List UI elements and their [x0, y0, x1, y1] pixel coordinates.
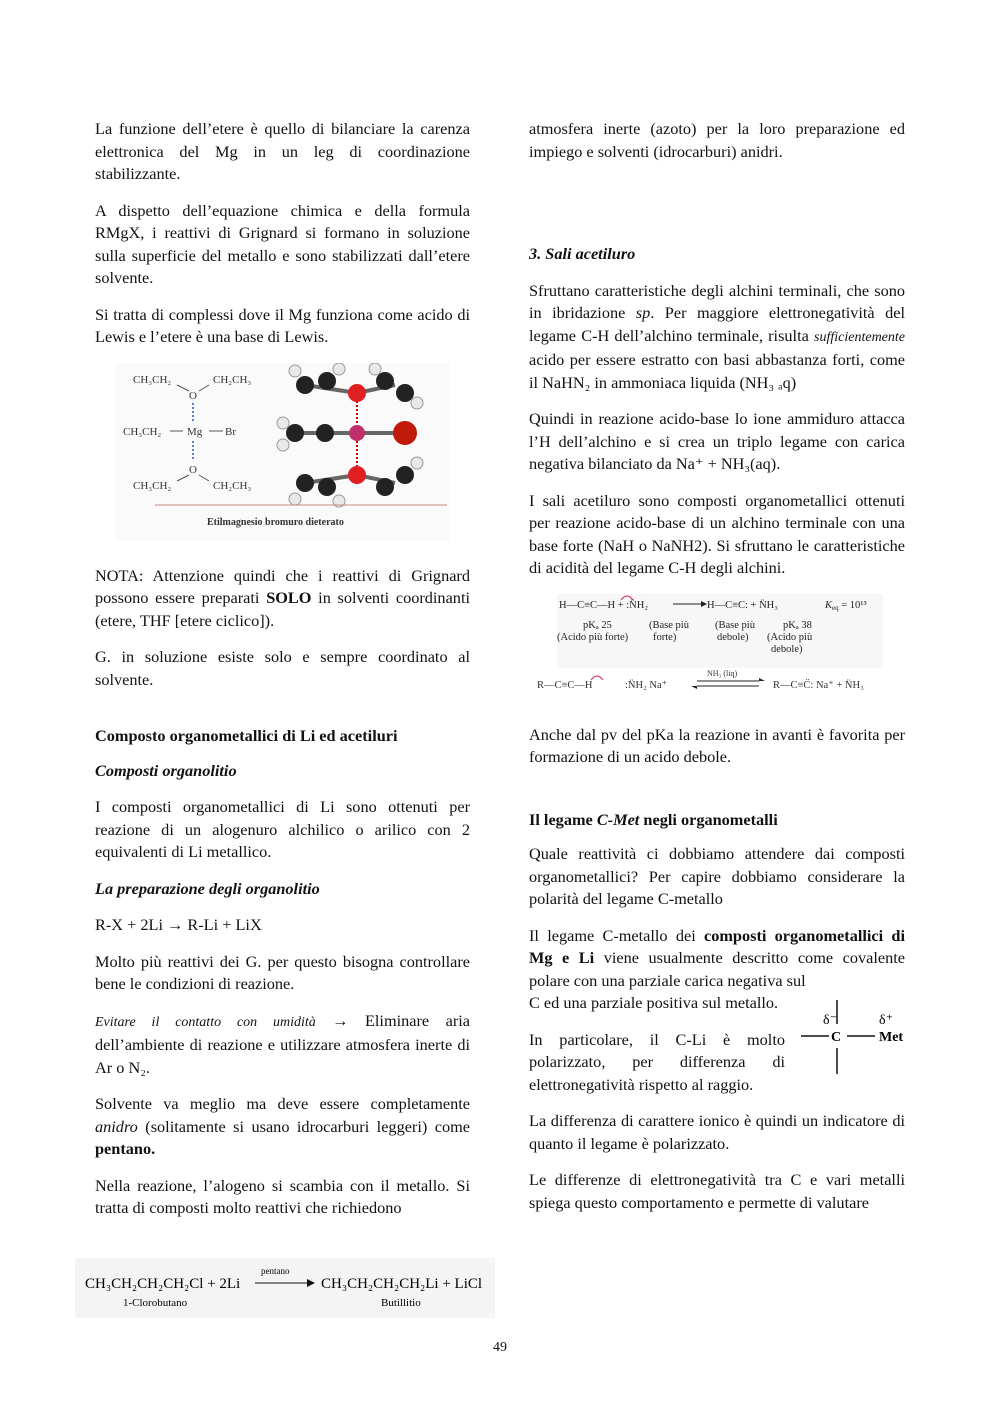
product-name: Butillitio [381, 1297, 421, 1309]
nota-text: in solventi coordinanti (etere, THF [etere ciclico]). [95, 588, 470, 630]
paragraph: I composti organometallici di Li sono ottenuti per reazione di un alogenuro alchilico o arilico con 2 equivalenti di Li metallico. [95, 797, 470, 861]
paragraph-text: acido per essere estratto con basi abbastanza forti, come il NaHN₂ in ammoniaca liquida (NH₃ ₐq) [529, 350, 905, 392]
product-label: CH₃CH₂CH₂CH₂Li + LiCl [321, 1276, 483, 1292]
heading-text: negli organometalli [639, 809, 778, 829]
paragraph: Nella reazione, l’alogeno si scambia con il metallo. Si tratta di composti molto reattivi che richiedono [95, 1175, 470, 1217]
reaction-svg [75, 1258, 495, 1318]
delta-minus-label: δ⁻ [823, 1013, 837, 1028]
magnesium-label: Mg [187, 425, 203, 438]
grignard-structure-svg [95, 363, 470, 543]
paragraph [95, 1093, 470, 1161]
ethyl-label: CH₃CH₂ [133, 479, 172, 492]
ethyl-label: CH₃CH₂ [133, 373, 172, 386]
page-number: 49 [493, 1340, 507, 1355]
paragraph-text: Solvente va meglio ma deve essere completamente [95, 1094, 470, 1113]
section-heading: Composto organometallici di Li ed acetiluri [95, 726, 398, 745]
keq-symbol: K [825, 599, 833, 611]
pka-label: pKₐ 38 [783, 619, 812, 631]
italic-text: anidro [95, 1116, 138, 1136]
equation-rhs: R—C≡C̈: Na⁺ + N̈H₃ [773, 679, 864, 691]
annotation-label: (Base più [649, 619, 689, 631]
paragraph: Le differenze di elettronegatività tra C e vari metalli spiega questo comportamento e permette di valutare [529, 1170, 905, 1212]
bold-text: pentano. [95, 1139, 156, 1158]
arrow-icon: → [167, 915, 184, 934]
paragraph: La differenza di carattere ionico è quindi un indicatore di quanto il legame è polarizzato. [529, 1111, 905, 1153]
acetylide-svg [529, 594, 905, 704]
paragraph: In particolare, il C-Li è molto polarizzato, per differenza di elettronegatività rispetto al raggio. [529, 1029, 785, 1094]
nota-text: NOTA: Attenzione quindi che i reattivi di Grignard possono essere preparati [95, 565, 470, 607]
paragraph [529, 280, 905, 395]
heading-italic: C-Met [596, 809, 640, 829]
equation-rhs: R-Li + LiX [183, 915, 262, 934]
equation-rhs: H—C≡C: + N̈H₃ [707, 599, 778, 611]
paragraph: La funzione dell’etere è quello di bilanciare la carenza elettronica del Mg in un leg di coordinazione stabilizzante. [95, 119, 470, 183]
subsection-heading: Composti organolitio [95, 760, 237, 780]
annotation-label: forte) [653, 631, 677, 643]
heading-text: Il legame [529, 809, 597, 829]
paragraph [95, 565, 470, 633]
grignard-complex-figure [95, 363, 470, 543]
delta-plus-label: δ⁺ [879, 1013, 893, 1028]
arrow-icon: → [315, 1010, 365, 1030]
paragraph: atmosfera inerte (azoto) per la loro preparazione ed impiego e solventi (idrocarburi) anidri. [529, 119, 905, 161]
reactant-label: CH₃CH₂CH₂CH₂Cl + 2Li [85, 1276, 241, 1292]
paragraph-text: viene usualmente descritto come covalente polare con una parziale carica negativa sul [529, 948, 905, 990]
paragraph: Quindi in reazione acido-base lo ione ammiduro attacca l’H dell’alchino e si crea un triplo legame con carica negativa bilanciato da Na⁺ + NH₃(aq). [529, 409, 905, 473]
italic-text: sp [635, 303, 651, 322]
nota-emphasis: SOLO [266, 588, 312, 607]
oxygen-label: O [189, 463, 197, 476]
carbon-label: C [831, 1030, 842, 1045]
paragraph: Quale reattività ci dobbiamo attendere dai composti organometallici? Per capire dobbiamo considerare la polarità del legame C-metallo [529, 844, 905, 908]
annotation-label: debole) [717, 631, 749, 643]
paragraph: Anche dal pv del pKa la reazione in avanti è favorita per formazione di un acido debole. [529, 724, 905, 766]
keq-value: = 10¹³ [838, 599, 867, 611]
equation-lhs: R-X + 2Li [95, 915, 168, 934]
paragraph: Si tratta di complessi dove il Mg funziona come acido di Lewis e l’etere è una base di Lewis. [95, 304, 470, 346]
acetylide-reaction-figure [529, 594, 905, 704]
condition-label: NH₃ (liq) [707, 668, 738, 678]
ethyl-label: CH₂CH₃ [213, 373, 252, 386]
paragraph: Molto più reattivi dei G. per questo bisogna controllare bene le condizioni di reazione. [95, 951, 470, 993]
pka-label: pKₐ 25 [583, 619, 612, 631]
paragraph: A dispetto dell’equazione chimica e della formula RMgX, i reattivi di Grignard si formano in soluzione sulla superficie del metallo e sono stabilizzati dall’etere solvente. [95, 200, 470, 287]
ethyl-label: CH₃CH₂ [123, 425, 162, 438]
equation-lhs: R—C≡C—H [537, 679, 593, 691]
equation-reagent: :N̈H₂ Na⁺ [625, 679, 668, 691]
subsection-heading: La preparazione degli organolitio [95, 878, 320, 898]
paragraph [95, 1010, 470, 1080]
bold-text: composti organometallici di Mg e Li [529, 925, 905, 967]
italic-text: sufficientemente [814, 329, 905, 345]
condition-label: pentano [261, 1266, 290, 1276]
annotation-label: (Base più [715, 619, 755, 631]
section-heading [529, 809, 905, 832]
bromine-label: Br [225, 425, 236, 438]
paragraph-text: Sfruttano caratteristiche degli alchini terminali, che sono in ibridazione [529, 280, 905, 322]
ethyl-label: CH₂CH₃ [213, 479, 252, 492]
paragraph-text: (solitamente si usano idrocarburi leggeri) come [137, 1116, 470, 1136]
oxygen-label: O [189, 389, 197, 402]
figure-caption: Etilmagnesio bromuro dieterato [207, 516, 344, 528]
right-column [529, 118, 905, 1228]
paragraph: I sali acetiluro sono composti organometallici ottenuti per reazione acido-base di un alchino terminale con una base forte (NaH o NaNH2). Si sfruttano le caratteristiche di acidità del legame C-H degli alchini. [529, 490, 905, 577]
paragraph: G. in soluzione esiste solo e sempre coordinato al solvente. [95, 647, 470, 689]
paragraph: C ed una parziale positiva sul metallo. [529, 993, 779, 1012]
paragraph [529, 925, 905, 993]
left-column [95, 118, 470, 1234]
equation-lhs: H—C≡C—H + :N̈H₂ [559, 599, 649, 611]
polarity-block [529, 992, 905, 1096]
italic-text: Evitare il contatto con umidità [95, 1014, 316, 1030]
annotation-label: (Acido più [767, 631, 813, 643]
paragraph-text: . Per maggiore elettronegatività del legame C-H dell’alchino terminale, risulta [529, 303, 905, 345]
equation [95, 914, 470, 937]
annotation-label: debole) [771, 643, 803, 655]
keq-label [824, 600, 867, 612]
keq-subscript: eq [832, 603, 839, 612]
butyllithium-reaction-figure [75, 1258, 495, 1318]
annotation-label: (Acido più forte) [557, 631, 629, 643]
paragraph-text: Eliminare aria dell’ambiente di reazione e utilizzare atmosfera inerte di Ar o N₂. [95, 1010, 470, 1077]
reactant-name: 1-Clorobutano [123, 1297, 188, 1309]
c-met-bond-diagram [795, 992, 910, 1082]
metal-label: Met [879, 1030, 904, 1045]
paragraph-text: Il legame C-metallo dei [529, 925, 704, 945]
section-heading: 3. Sali acetiluro [529, 244, 636, 263]
